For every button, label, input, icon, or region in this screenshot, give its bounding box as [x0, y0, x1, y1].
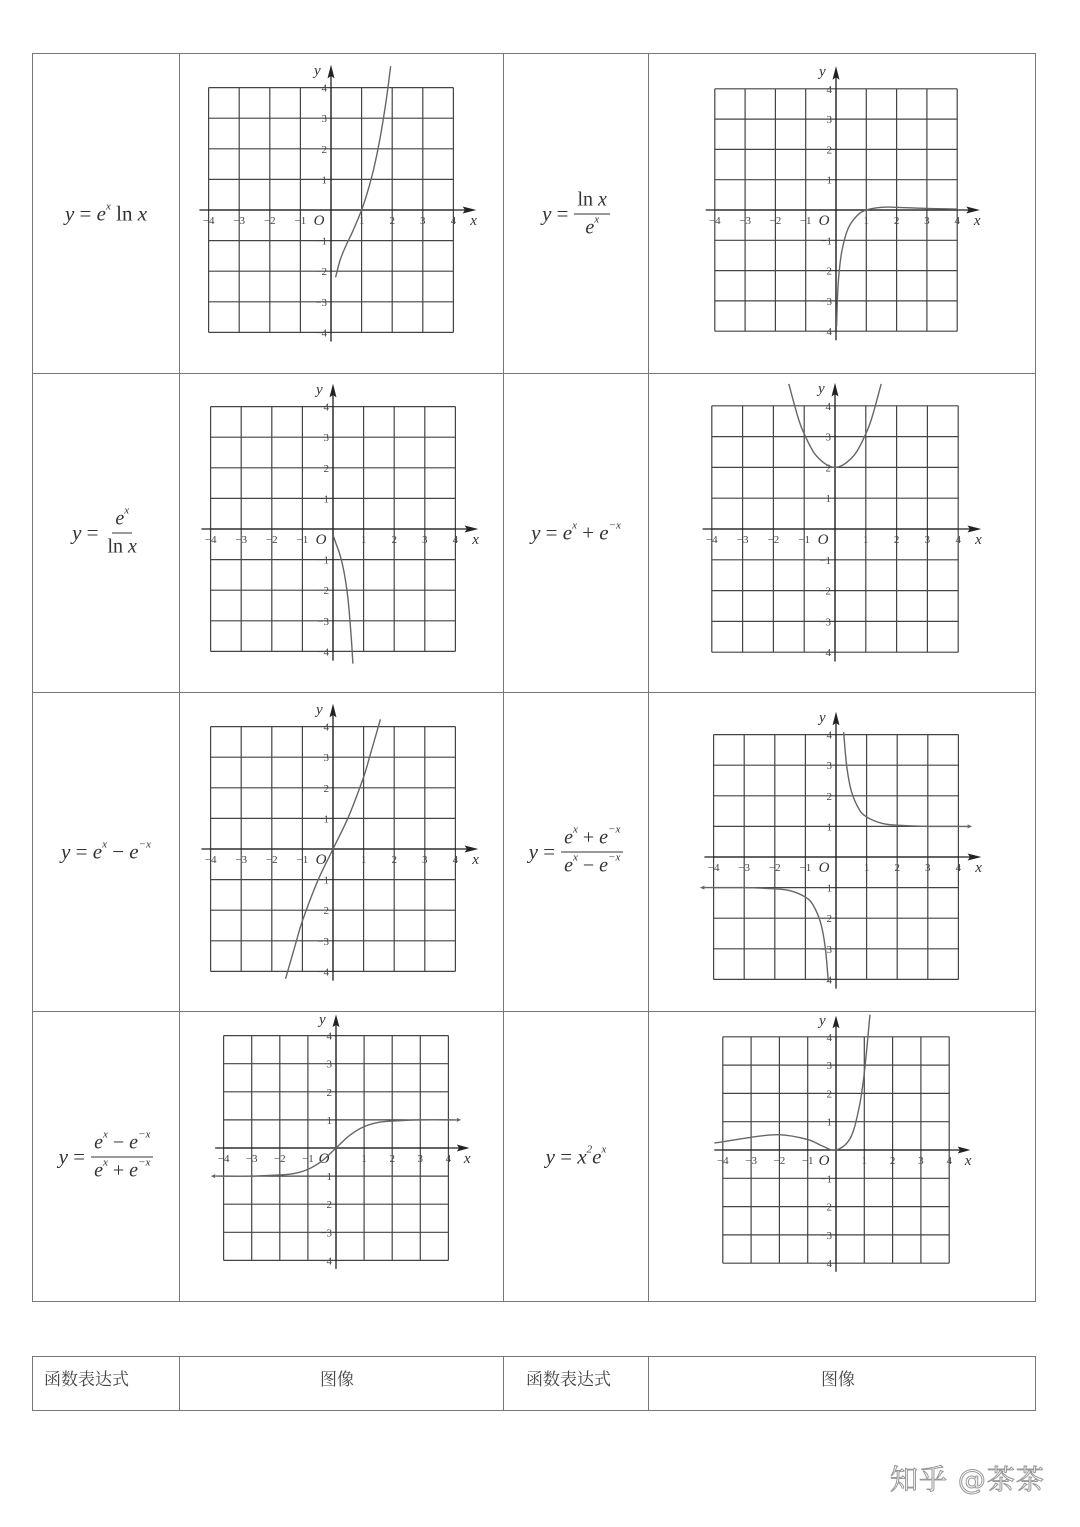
svg-text:x: x — [964, 1153, 972, 1169]
svg-text:−2: −2 — [773, 1155, 786, 1167]
svg-text:1: 1 — [361, 1153, 367, 1165]
header-table — [32, 1356, 1036, 1411]
table-row — [33, 54, 1035, 374]
svg-text:3: 3 — [826, 1060, 832, 1073]
table-row — [33, 374, 1035, 693]
svg-text:−2: −2 — [315, 266, 327, 279]
graph-cell — [180, 693, 504, 1011]
formula-x2ex: y = $x^2e^x$ — [545, 1143, 607, 1169]
svg-text:1: 1 — [360, 534, 367, 546]
watermark: 知乎 @茶茶 — [890, 1463, 1045, 1496]
svg-text:1: 1 — [863, 215, 870, 227]
svg-text:−1: −1 — [819, 554, 831, 567]
graph-cell — [649, 1012, 1035, 1302]
svg-text:2: 2 — [321, 143, 327, 156]
formula-cell — [33, 1012, 180, 1302]
svg-text:−4: −4 — [820, 1258, 832, 1271]
formula-cell — [33, 54, 180, 373]
svg-text:3: 3 — [417, 1153, 424, 1165]
svg-text:−1: −1 — [317, 874, 329, 887]
svg-text:1: 1 — [358, 215, 365, 227]
svg-text:1: 1 — [825, 493, 831, 506]
svg-text:O: O — [318, 1151, 330, 1167]
svg-text:4: 4 — [955, 862, 962, 874]
svg-text:4: 4 — [825, 400, 831, 413]
svg-text:1: 1 — [863, 862, 870, 874]
svg-text:4: 4 — [323, 401, 329, 414]
graph-cell — [649, 374, 1035, 692]
svg-text:3: 3 — [422, 854, 428, 866]
svg-text:−4: −4 — [204, 854, 217, 866]
svg-text:1: 1 — [323, 493, 329, 506]
formula-cell — [33, 693, 180, 1011]
graph-ex-minus-emx — [180, 693, 504, 1012]
svg-text:−2: −2 — [317, 905, 329, 918]
svg-text:3: 3 — [924, 215, 930, 227]
svg-text:−4: −4 — [819, 647, 831, 660]
formula-ex-over-lnx: y = $\frac{e^x}{\text{ln x}}$ — [72, 504, 137, 558]
svg-text:4: 4 — [955, 534, 961, 546]
svg-text:−2: −2 — [265, 854, 278, 866]
formula-lnx-over-ex: y = $\frac{\text{ln x}}{e^x}$ — [504, 188, 648, 239]
svg-text:4: 4 — [826, 729, 832, 742]
svg-text:1: 1 — [863, 534, 869, 546]
svg-text:−1: −1 — [801, 1155, 814, 1167]
svg-text:1: 1 — [326, 1114, 332, 1127]
svg-text:x: x — [472, 532, 479, 548]
svg-text:−1: −1 — [296, 854, 309, 866]
formula-coth: y = $\frac{e^x + e^{-x}}{e^x - e^{-x}}$ — [504, 827, 648, 878]
svg-text:−3: −3 — [736, 534, 749, 546]
formula-cell — [504, 693, 649, 1011]
svg-text:−1: −1 — [317, 554, 329, 567]
svg-text:−3: −3 — [820, 943, 832, 956]
svg-text:1: 1 — [826, 821, 832, 834]
graph-cell — [649, 693, 1035, 1011]
svg-text:−2: −2 — [265, 534, 278, 546]
svg-text:−2: −2 — [769, 215, 782, 227]
svg-text:y: y — [819, 709, 826, 726]
graph-ex-over-lnx — [180, 374, 504, 693]
svg-text:2: 2 — [893, 534, 900, 546]
svg-text:−2: −2 — [820, 913, 832, 926]
svg-text:O: O — [817, 532, 829, 548]
svg-text:O: O — [818, 213, 830, 229]
svg-text:−1: −1 — [302, 1153, 314, 1165]
svg-text:−1: −1 — [296, 534, 309, 546]
svg-text:y: y — [818, 380, 825, 397]
svg-text:−3: −3 — [317, 615, 329, 628]
svg-text:−2: −2 — [320, 1199, 332, 1212]
formula-tanh: y = $\frac{e^x - e^{-x}}{e^x + e^{-x}}$ — [33, 1132, 179, 1183]
svg-text:2: 2 — [894, 862, 900, 874]
svg-text:2: 2 — [391, 854, 397, 866]
svg-text:3: 3 — [924, 534, 931, 546]
svg-text:2: 2 — [323, 782, 329, 795]
graph-cell — [180, 1012, 504, 1302]
graph-x2ex — [649, 1012, 1035, 1302]
graph-tanh — [180, 1012, 504, 1302]
svg-text:−1: −1 — [798, 534, 811, 546]
formula-exlnx: y = $e^x$ ln x — [64, 200, 148, 225]
svg-text:4: 4 — [323, 721, 329, 734]
svg-text:−4: −4 — [204, 534, 217, 546]
svg-text:y: y — [819, 64, 826, 81]
graph-cell — [649, 54, 1035, 373]
svg-text:4: 4 — [826, 1031, 832, 1044]
svg-text:2: 2 — [826, 790, 832, 803]
svg-text:3: 3 — [321, 113, 327, 126]
svg-text:−1: −1 — [320, 1171, 332, 1184]
svg-text:−3: −3 — [739, 215, 751, 227]
svg-text:−4: −4 — [320, 1255, 332, 1268]
svg-text:y: y — [316, 381, 323, 398]
svg-text:−3: −3 — [235, 534, 248, 546]
svg-text:y: y — [314, 62, 321, 79]
svg-text:1: 1 — [826, 174, 832, 187]
formula-ex-minus-emx: y = $e^x$ − $e^{-x}$ — [61, 838, 151, 864]
svg-text:x: x — [463, 1151, 471, 1167]
table-row — [33, 693, 1035, 1012]
svg-text:2: 2 — [826, 1088, 832, 1101]
svg-text:1: 1 — [861, 1155, 868, 1167]
svg-text:−2: −2 — [819, 585, 831, 598]
svg-text:2: 2 — [893, 215, 900, 227]
svg-text:3: 3 — [326, 1058, 332, 1071]
svg-text:3: 3 — [925, 862, 931, 874]
graph-exlnx — [180, 54, 504, 374]
svg-text:x: x — [973, 213, 981, 229]
svg-text:−2: −2 — [263, 215, 276, 227]
svg-text:1: 1 — [321, 174, 327, 187]
table-row — [33, 1012, 1035, 1302]
svg-text:x: x — [472, 852, 479, 868]
svg-text:−3: −3 — [315, 296, 327, 309]
svg-text:−1: −1 — [820, 1173, 832, 1186]
formula-cell — [504, 54, 649, 373]
svg-text:O: O — [315, 532, 327, 548]
svg-text:−4: −4 — [317, 966, 329, 979]
svg-text:2: 2 — [826, 144, 832, 157]
svg-text:2: 2 — [391, 534, 397, 546]
svg-text:4: 4 — [826, 83, 832, 96]
svg-text:−1: −1 — [294, 215, 307, 227]
svg-text:O: O — [818, 860, 830, 876]
svg-text:−3: −3 — [320, 1227, 332, 1240]
svg-text:−4: −4 — [716, 1155, 729, 1167]
svg-text:3: 3 — [918, 1155, 924, 1167]
graph-cell — [180, 54, 504, 373]
formula-cell — [504, 374, 649, 692]
graph-cell — [180, 374, 504, 692]
svg-text:3: 3 — [420, 215, 426, 227]
svg-text:y: y — [319, 1012, 326, 1029]
svg-text:2: 2 — [326, 1086, 332, 1099]
svg-text:−2: −2 — [820, 1201, 832, 1214]
svg-text:4: 4 — [954, 215, 960, 227]
function-table — [32, 53, 1036, 1302]
svg-text:−1: −1 — [820, 882, 832, 895]
svg-text:−3: −3 — [745, 1155, 757, 1167]
svg-text:−3: −3 — [820, 1229, 832, 1242]
svg-text:−2: −2 — [767, 534, 780, 546]
svg-text:3: 3 — [323, 752, 329, 765]
svg-text:4: 4 — [946, 1155, 952, 1167]
svg-text:−1: −1 — [315, 235, 327, 248]
svg-text:3: 3 — [826, 114, 832, 127]
svg-text:4: 4 — [326, 1030, 332, 1043]
svg-text:−4: −4 — [317, 646, 329, 659]
header-graph: 图像 — [320, 1370, 354, 1390]
svg-text:−3: −3 — [820, 295, 832, 308]
header-function-expression: 函数表达式 — [526, 1370, 611, 1390]
svg-text:3: 3 — [422, 534, 428, 546]
svg-text:−3: −3 — [819, 616, 831, 629]
svg-text:x: x — [975, 532, 982, 548]
svg-text:−3: −3 — [738, 862, 751, 874]
svg-text:3: 3 — [825, 431, 831, 444]
header-graph: 图像 — [821, 1370, 855, 1390]
svg-text:−4: −4 — [315, 327, 327, 340]
svg-text:3: 3 — [323, 432, 329, 445]
svg-text:4: 4 — [452, 854, 459, 866]
svg-text:O: O — [313, 213, 325, 229]
svg-text:3: 3 — [826, 760, 832, 773]
svg-text:1: 1 — [360, 854, 367, 866]
formula-cell — [33, 374, 180, 692]
svg-text:−3: −3 — [233, 215, 246, 227]
svg-text:−1: −1 — [799, 862, 812, 874]
svg-text:−1: −1 — [799, 215, 812, 227]
svg-text:−4: −4 — [202, 215, 215, 227]
svg-text:O: O — [315, 852, 327, 868]
svg-text:2: 2 — [323, 462, 329, 475]
svg-text:−4: −4 — [820, 974, 832, 987]
svg-text:y: y — [819, 1013, 826, 1030]
svg-text:−1: −1 — [820, 235, 832, 248]
svg-text:−4: −4 — [708, 215, 721, 227]
graph-ex-plus-emx — [649, 374, 1035, 693]
svg-text:x: x — [975, 860, 982, 876]
svg-text:−3: −3 — [317, 935, 329, 948]
svg-text:−4: −4 — [217, 1153, 230, 1165]
svg-text:4: 4 — [452, 534, 459, 546]
svg-text:O: O — [818, 1153, 830, 1169]
svg-text:y: y — [316, 701, 323, 718]
svg-text:−2: −2 — [768, 862, 781, 874]
svg-text:−2: −2 — [820, 265, 832, 278]
svg-text:1: 1 — [323, 813, 329, 826]
svg-text:−3: −3 — [245, 1153, 258, 1165]
graph-coth — [649, 693, 1035, 1012]
svg-text:−3: −3 — [235, 854, 248, 866]
svg-text:−2: −2 — [317, 585, 329, 598]
formula-cell — [504, 1012, 649, 1302]
svg-text:4: 4 — [450, 215, 457, 227]
svg-text:2: 2 — [825, 462, 831, 475]
svg-text:−4: −4 — [707, 862, 720, 874]
formula-ex-plus-emx: y = $e^x$ + $e^{-x}$ — [531, 519, 621, 545]
svg-text:−4: −4 — [705, 534, 718, 546]
svg-text:x: x — [470, 213, 477, 229]
svg-text:−2: −2 — [273, 1153, 286, 1165]
svg-text:4: 4 — [321, 82, 327, 95]
svg-text:2: 2 — [389, 215, 395, 227]
header-function-expression: 函数表达式 — [44, 1370, 129, 1390]
graph-lnx-over-ex — [649, 54, 1035, 374]
svg-text:1: 1 — [826, 1116, 832, 1129]
svg-text:2: 2 — [889, 1155, 896, 1167]
svg-text:−4: −4 — [820, 326, 832, 339]
svg-text:2: 2 — [389, 1153, 395, 1165]
svg-text:4: 4 — [445, 1153, 452, 1165]
